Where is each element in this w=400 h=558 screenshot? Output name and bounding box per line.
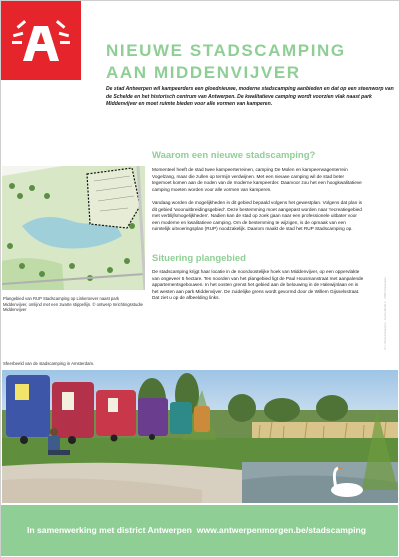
title-line-1: NIEUWE STADSCAMPING xyxy=(106,41,346,60)
paragraph-why-2: Vandaag worden de mogelijkheden in dit gebied bepaald volgens het gewestplan. Volgens dat plan is dit gebied 'woonuitbreidingsgebied'. Deze bestemming moet aangepast worden naar 'recreatiegebied met verblijfsmogelijkheden'. Nadien kan de stad op zoek gaan naar een professionele uitbater voor een moderne en kwalitatieve camping. Om de bestemming te wijzigen, is de opmaak van een ruimtelijk uitvoeringsplan (RUP) noodzakelijk. Daarom maakt de stad het RUP Stadscamping op. xyxy=(152,200,362,232)
site-plan-image xyxy=(2,166,145,290)
footer-partner-text: In samenwerking met district Antwerpen xyxy=(27,525,192,535)
intro-text: De stad Antwerpen wil kampeerders een gloednieuwe, moderne stadscamping aanbieden en dat op een steenworp van de Schelde en het historisch centrum van Antwerpen. De kwalitatieve camping wordt voorzien vlak naast park Middenvijver en moet ruimte bieden voor alle vormen van kamperen. xyxy=(106,86,394,108)
publisher-side-text: V.U. Stad Antwerpen · Grote Markt 1 · 2000 Antwerpen xyxy=(383,277,387,350)
photo-caption: Sfeerbeeld van de stadscamping in Amsterdam. xyxy=(3,361,95,366)
antwerp-logo-icon xyxy=(1,1,81,80)
campsite-photo xyxy=(2,370,398,503)
section-heading-why: Waarom een nieuwe stadscamping? xyxy=(152,150,316,161)
paragraph-location: De stadscamping krijgt haar locatie in de noordoostelijke hoek van Middenvijver, op een oppervlakte van ongeveer 5 hectare. Ten noorden van het plangebied ligt de Paul Housmanstraat met aanpalende appartementsgebouwen. In het oosten grenst het gebied aan de belouwing in de Halewijnlaan en in het westen aan park Middenvijver. De zuidelijke grens wordt gevormd door de Willem Gijsselsstraat. Dat ziet u op de afbeelding links. xyxy=(152,269,364,301)
title-line-2: AAN MIDDENVIJVER xyxy=(106,63,301,82)
section-heading-location: Situering plangebied xyxy=(152,253,246,264)
paragraph-why-1: Momenteel heeft de stad twee kampeerterreinen, camping De Molen en kampeerwagenterrein Vogelzang, maar die zullen op termijn verdwijnen. Met een nieuwe camping wil de stad beter tegemoet komen aan de noden van de moderne kampeerder. Daarvoor zou het een hoogkwalitatieve camping moeten worden voor alle vormen van kamperen. xyxy=(152,167,362,192)
page-title xyxy=(106,40,366,84)
site-plan-caption: Plangebied van RUP Stadscamping op Linkeroever naast park Middenvijver, omlijnd met een zwarte stippellijn. © ontwerp Inrichtingsstudie Middenvijver xyxy=(3,296,143,313)
footer-website-link[interactable]: www.antwerpenmorgen.be/stadscamping xyxy=(196,525,366,535)
footer-bar xyxy=(1,505,398,556)
